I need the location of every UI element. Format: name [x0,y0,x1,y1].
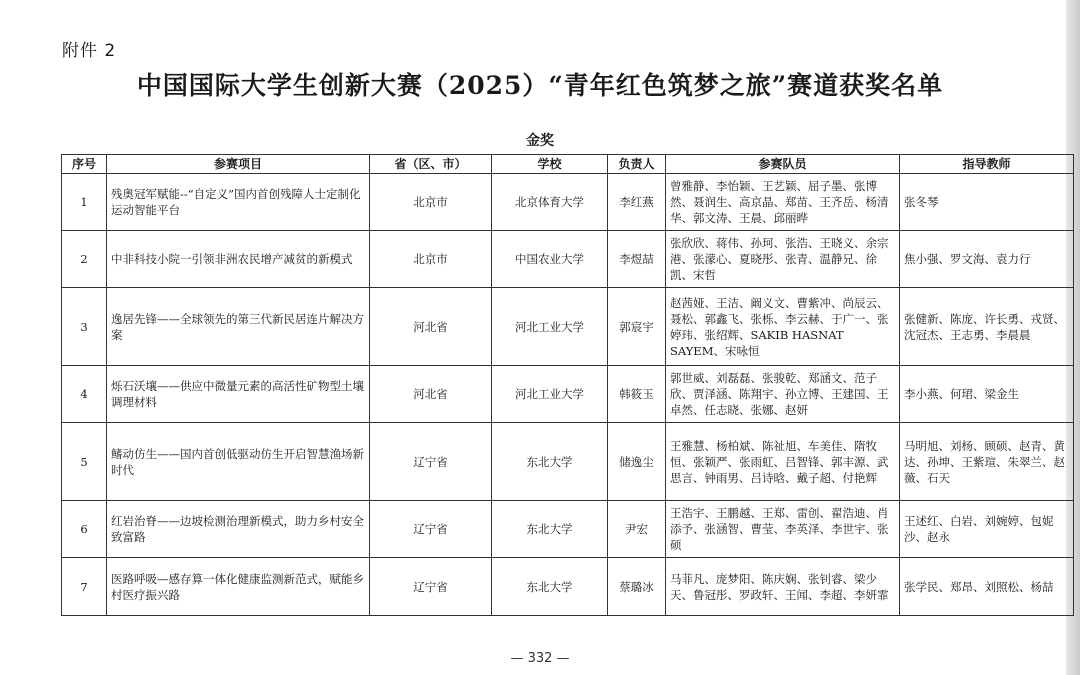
col-header-province: 省（区、市） [370,155,492,174]
cell-school: 中国农业大学 [492,231,608,288]
attachment-label: 附件 2 [62,41,117,61]
cell-school: 东北大学 [492,423,608,501]
cell-project: 医路呼吸—感存算一体化健康监测新范式，赋能乡村医疗振兴路 [107,558,370,616]
cell-advisors: 王述红、白岩、刘婉婷、包妮沙、赵永 [900,501,1074,558]
col-header-no: 序号 [62,155,107,174]
cell-advisors: 张健新、陈庞、许长勇、戎贤、沈冠杰、王志勇、李晨晨 [900,288,1074,366]
table-row [62,288,1074,366]
cell-leader: 李红燕 [608,174,666,231]
cell-province: 河北省 [370,366,492,423]
cell-leader: 尹宏 [608,501,666,558]
page-number: — 332 — [510,651,570,666]
cell-leader: 李煜喆 [608,231,666,288]
table-row [62,366,1074,423]
table-header-row [62,155,1074,174]
cell-leader: 蔡璐冰 [608,558,666,616]
cell-members: 曾雅静、李怡颖、王艺颖、屈子墨、张博然、聂润生、高京晶、郑苗、王齐岳、杨清华、郭文涛、王晨、邱丽晔 [666,174,900,231]
cell-province: 辽宁省 [370,423,492,501]
cell-project: 中非科技小院一引领非洲农民增产减贫的新模式 [107,231,370,288]
cell-members: 王雅慧、杨柏斌、陈祉旭、车美佳、隋牧恒、张颖严、张雨虹、吕智锋、郭丰源、武思言、钟雨男、吕诗晗、戴子超、付艳辉 [666,423,900,501]
cell-school: 东北大学 [492,501,608,558]
cell-province: 辽宁省 [370,501,492,558]
cell-province: 北京市 [370,231,492,288]
cell-project: 残奥冠军赋能--“自定义”国内首创残障人士定制化运动智能平台 [107,174,370,231]
cell-no: 3 [62,288,107,366]
cell-no: 7 [62,558,107,616]
cell-members: 赵茜娅、王洁、阚义文、曹紫冲、尚辰云、聂松、郭鑫飞、张栎、李云赫、于广一、张婷玮、张绍辉、SAKIB HASNAT SAYEM、宋咏恒 [666,288,900,366]
cell-school: 河北工业大学 [492,366,608,423]
cell-members: 郭世威、刘磊磊、张骏乾、郑涵文、范子欣、贾泽涵、陈翔宇、孙立博、王建国、王卓然、任志晓、张娜、赵妍 [666,366,900,423]
col-header-project: 参赛项目 [107,155,370,174]
cell-no: 1 [62,174,107,231]
cell-advisors: 张冬琴 [900,174,1074,231]
table-row [62,423,1074,501]
col-header-members: 参赛队员 [666,155,900,174]
document-title: 中国国际大学生创新大赛（2025）“青年红色筑梦之旅”赛道获奖名单 [136,71,944,100]
cell-project: 鳍动仿生——国内首创低驱动仿生开启智慧渔场新时代 [107,423,370,501]
cell-members: 王浩宇、王鹏越、王郑、雷创、翟浩迪、肖添予、张涵智、曹莹、李英泽、李世宇、张硕 [666,501,900,558]
col-header-advisors: 指导教师 [900,155,1074,174]
col-header-school: 学校 [492,155,608,174]
section-heading: 金奖 [526,133,554,149]
table-row [62,558,1074,616]
table-row [62,231,1074,288]
cell-no: 4 [62,366,107,423]
cell-school: 东北大学 [492,558,608,616]
cell-leader: 储逸尘 [608,423,666,501]
cell-advisors: 李小燕、何珺、梁金生 [900,366,1074,423]
cell-leader: 韩筱玉 [608,366,666,423]
cell-advisors: 张学民、郑昂、刘照松、杨喆 [900,558,1074,616]
awards-table [61,154,1074,616]
cell-project: 逸居先锋——全球领先的第三代新民居连片解决方案 [107,288,370,366]
cell-no: 5 [62,423,107,501]
cell-no: 6 [62,501,107,558]
cell-leader: 郭宸宇 [608,288,666,366]
cell-province: 河北省 [370,288,492,366]
cell-school: 河北工业大学 [492,288,608,366]
col-header-leader: 负责人 [608,155,666,174]
table-row [62,174,1074,231]
cell-members: 马菲凡、庞梦阳、陈庆娴、张钊睿、梁少天、鲁冠彤、罗政轩、王闻、李超、李妍霏 [666,558,900,616]
cell-project: 烁石沃壤——供应中微量元素的高活性矿物型土壤调理材料 [107,366,370,423]
cell-project: 红岩治脊——边坡检测治理新模式，助力乡村安全致富路 [107,501,370,558]
cell-province: 辽宁省 [370,558,492,616]
cell-no: 2 [62,231,107,288]
cell-advisors: 马明旭、刘杨、顾硕、赵青、黄达、孙坤、王紫瑄、朱翠兰、赵薇、石天 [900,423,1074,501]
cell-advisors: 焦小强、罗文海、袁力行 [900,231,1074,288]
cell-school: 北京体育大学 [492,174,608,231]
cell-province: 北京市 [370,174,492,231]
cell-members: 张欣欣、蒋伟、孙珂、张浩、王晓义、余宗港、张濛心、夏晓彤、张青、温静兄、徐凯、宋哲 [666,231,900,288]
table-row [62,501,1074,558]
